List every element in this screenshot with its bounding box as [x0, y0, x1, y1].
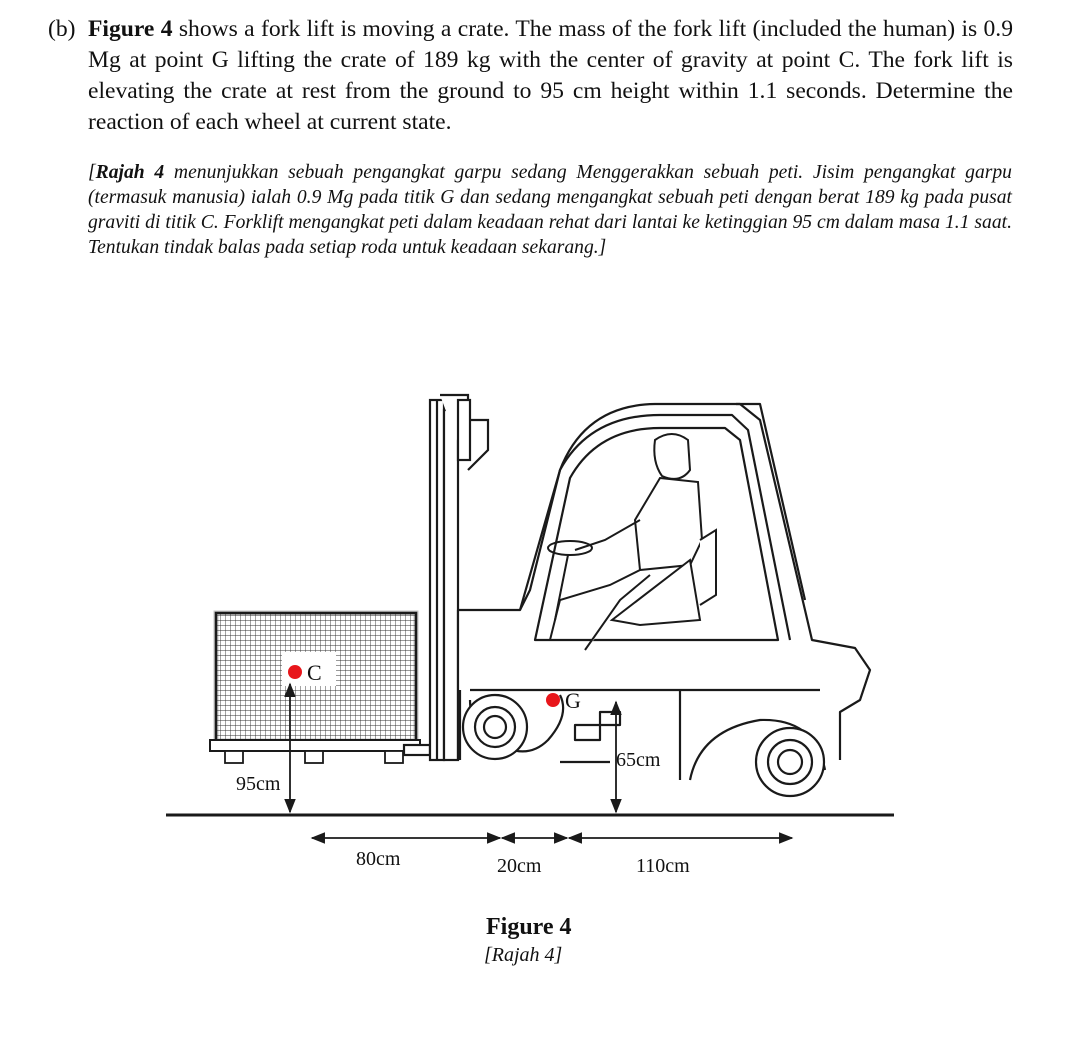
crate	[210, 613, 420, 763]
question-body: shows a fork lift is moving a crate. The mass of the fork lift (included the human) is 0.9 Mg at point G lifting the crate of 189 kg with the center of gravity at point C. The fork lift is elevating the crate at rest from the ground to 95 cm height within 1.1 seconds. Determine the reaction of each wheel at current state.	[88, 16, 1013, 135]
figure-caption: Figure 4	[486, 914, 572, 940]
point-g-label: G	[565, 688, 581, 713]
question-label: (b)	[48, 16, 76, 42]
dim-95-label: 95cm	[236, 773, 281, 795]
front-wheel	[463, 695, 527, 759]
figure-caption-translation: [Rajah 4]	[484, 944, 563, 966]
translation-body: menunjukkan sebuah pengangkat garpu sedang Menggerakkan sebuah peti. Jisim pengangkat garpu (termasuk manusia) ialah 0.9 Mg pada titik G dan sedang mengangkat sebuah peti dengan berat 189 kg pada pusat graviti di titik C. Forklift mengangkat peti dalam keadaan rehat dari lantai ke ketinggian 95 cm dalam masa 1.1 saat. Tentukan tindak balas pada setiap roda untuk keadaan sekarang.]	[88, 162, 1012, 258]
translation-open-bracket: [	[88, 162, 96, 183]
dim-80-label: 80cm	[356, 848, 401, 870]
point-c-marker	[288, 665, 302, 679]
rear-wheel	[756, 728, 824, 796]
point-c-label: C	[307, 660, 322, 685]
dim-20-label: 20cm	[497, 855, 542, 877]
translation-figure-reference: Rajah 4	[95, 162, 165, 183]
figure-reference: Figure 4	[88, 16, 173, 42]
dim-110-label: 110cm	[636, 855, 690, 877]
dim-65-label: 65cm	[616, 749, 661, 771]
point-g-marker	[546, 693, 560, 707]
